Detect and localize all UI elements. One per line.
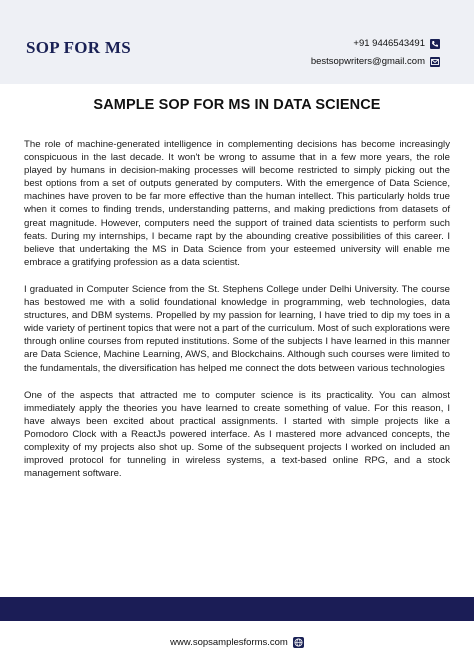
document-title: SAMPLE SOP FOR MS IN DATA SCIENCE — [93, 97, 381, 113]
website-link[interactable]: www.sopsamplesforms.com — [170, 637, 288, 648]
phone-number[interactable]: +91 9446543491 — [353, 38, 425, 49]
globe-icon — [293, 637, 304, 648]
phone-icon — [430, 39, 440, 49]
contact-email — [311, 56, 440, 67]
email-address[interactable]: bestsopwriters@gmail.com — [310, 56, 425, 67]
contact-phone — [353, 38, 440, 49]
logo: SOP FOR MS — [26, 38, 132, 57]
mail-icon — [430, 57, 440, 67]
paragraph-3: One of the aspects that attracted me to computer science is its practicality. You can almost immediately apply the theories you have learned to create something of value. For this reason, I have always been excited about practical assignments. I started with simple projects like a Pomodoro Clock with a ReactJs powered interface. As I mastered more advanced concepts, the complexity of my projects also shot up. Some of the subsequent projects I worked on included an improved protocol for tunneling in wireless systems, a text-based online RPG, and a stock management software. — [24, 389, 450, 480]
footer-band — [0, 597, 474, 621]
document-body — [24, 138, 450, 494]
paragraph-2: I graduated in Computer Science from the St. Stephens College under Delhi University. The course has bestowed me with a solid foundational knowledge in programming, web technologies, data structures, and DBM systems. Propelled by my passion for learning, I have tried to dip my toes in a wide variety of pertinent topics that were not a part of the curriculum. Most of such explorations were through online courses from reputed institutions. Some of the subjects I have learned in this manner are Data Science, Machine Learning, AWS, and Blockchains. Although such courses were limited to the fundamentals, the diversification has helped me connect the dots between various technologies — [24, 283, 450, 374]
footer — [0, 637, 474, 648]
paragraph-1: The role of machine-generated intelligence in complementing decisions has become increasingly conspicuous in the last decade. It won't be wrong to assume that in a few more years, the role played by humans in decision-making processes will become restricted to simply picking out the best options from a set of outputs generated by computers. With the emergence of Data Science, machines have proven to be far more effective than the human intellect. This particularly holds true when it comes to finding trends, understanding patterns, and making predictions from datasets of great magnitude. However, computers need the support of trained data scientists to perform such feats. During my internships, I became rapt by the abounding creative possibilities of this career. I believe that undertaking the MS in Data Science from your esteemed university will enable me embrace a gratifying profession as a data scientist. — [24, 139, 450, 268]
